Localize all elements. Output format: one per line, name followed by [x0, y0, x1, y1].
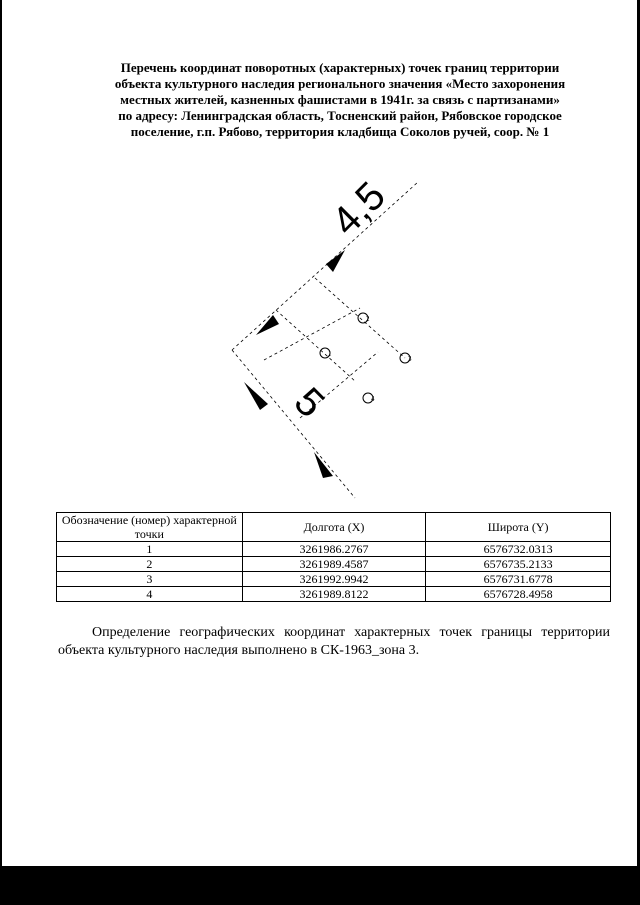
boundary-drawing: [0, 160, 640, 500]
dimension-label-top: 4,5: [323, 173, 395, 245]
table-row: [57, 557, 611, 572]
table-cell: 3: [57, 572, 243, 587]
table-row: [57, 542, 611, 557]
title-line: поселение, г.п. Рябово, территория кладбища Соколов ручей, соор. № 1: [130, 124, 550, 139]
title-line: местных жителей, казненных фашистами в 1941г. за связь с партизанами»: [120, 92, 560, 107]
point-label-4: 4: [371, 395, 375, 403]
title-line: объекта культурного наследия регионального значения «Место захоронения: [114, 76, 566, 91]
table-row: [57, 572, 611, 587]
arrow-bottom-left: [244, 382, 268, 410]
document-title: [70, 60, 610, 140]
dimension-lines: [232, 182, 418, 498]
title-line: Перечень координат поворотных (характерных) точек границ территории: [120, 60, 560, 75]
point-label-3: 3: [408, 355, 412, 363]
table-cell: 6576735.2133: [426, 557, 611, 572]
table-row: [57, 587, 611, 602]
table-cell: 4: [57, 587, 243, 602]
column-header-latitude: Широта (Y): [426, 513, 611, 542]
table-cell: 3261989.4587: [242, 557, 426, 572]
dimension-label-bottom: 5: [285, 379, 333, 427]
table-header-row: [57, 513, 611, 542]
arrow-top-right: [326, 250, 345, 272]
coordinate-system-note: Определение географических координат характерных точек границы территории объекта культурного наследия выполнено в СК-1963_зона 3.: [58, 625, 610, 658]
column-header-point: Обозначение (номер) характерной точки: [57, 513, 243, 542]
dimension-arrows: [244, 250, 345, 478]
table-cell: 3261992.9942: [242, 572, 426, 587]
point-label-2: 2: [366, 315, 370, 323]
table-cell: 2: [57, 557, 243, 572]
table-cell: 6576732.0313: [426, 542, 611, 557]
title-line: по адресу: Ленинградская область, Тосненский район, Рябовское городское: [118, 108, 562, 123]
column-header-longitude: Долгота (X): [242, 513, 426, 542]
table-cell: 6576728.4958: [426, 587, 611, 602]
table-cell: 3261986.2767: [242, 542, 426, 557]
bottom-black-bar: [0, 866, 640, 905]
arrow-bottom-right: [314, 452, 333, 478]
table-cell: 1: [57, 542, 243, 557]
table-cell: 6576731.6778: [426, 572, 611, 587]
table-cell: 3261989.8122: [242, 587, 426, 602]
point-label-1: 1: [328, 350, 332, 358]
coordinates-table: [56, 512, 611, 602]
